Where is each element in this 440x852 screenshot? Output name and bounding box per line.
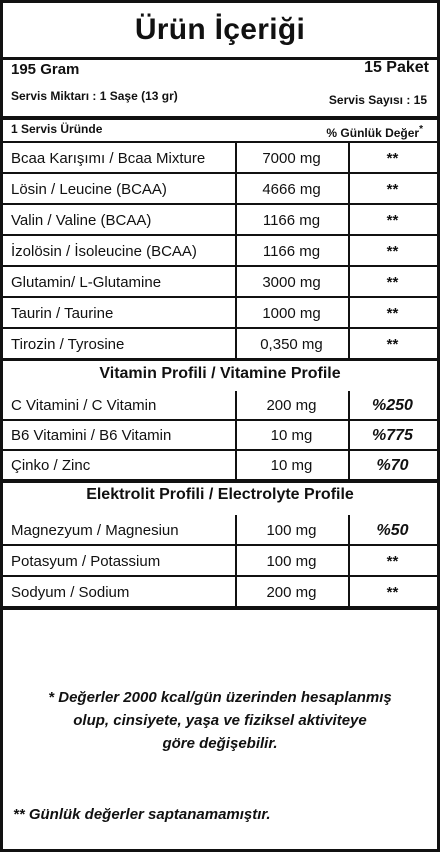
ingredient-amount: 4666 mg [262, 180, 321, 198]
section-divider [3, 359, 437, 361]
ingredient-daily-value: ** [386, 335, 399, 353]
electrolyte-section-title: Elektrolit Profili / Electrolyte Profile [86, 486, 354, 503]
servings-per-pack: Servis Sayısı : 15 [328, 93, 427, 107]
ingredient-daily-value: %50 [376, 521, 409, 539]
table-row [3, 205, 437, 236]
table-row [3, 515, 437, 546]
ingredient-daily-value: ** [386, 180, 399, 198]
ingredient-amount: 1166 mg [262, 242, 321, 260]
package-count: 15 Paket [364, 59, 429, 76]
ingredient-name: Glutamin/ L-Glutamine [11, 273, 162, 291]
label-title: Ürün İçeriği [134, 13, 306, 46]
ingredient-daily-value: ** [386, 273, 399, 291]
ingredient-name: Potasyum / Potassium [11, 552, 161, 570]
ingredient-amount: 100 mg [266, 552, 317, 570]
ingredient-name: C Vitamini / C Vitamin [11, 397, 157, 414]
table-row [3, 174, 437, 205]
divider-header [3, 116, 437, 120]
table-row [3, 329, 437, 360]
table-row [3, 236, 437, 267]
vitamin-section-title: Vitamin Profili / Vitamine Profile [99, 365, 341, 382]
ingredient-daily-value: %70 [376, 457, 409, 474]
note-line-3: göre değişebilir. [162, 735, 278, 752]
table-row [3, 298, 437, 329]
ingredient-amount: 10 mg [270, 457, 313, 474]
ingredient-daily-value: %775 [372, 427, 413, 444]
package-weight: 195 Gram [11, 61, 80, 78]
ingredient-daily-value: ** [386, 149, 399, 167]
ingredient-daily-value: %250 [372, 397, 413, 414]
table-row [3, 391, 437, 421]
ingredient-amount: 3000 mg [262, 273, 321, 291]
ingredient-name: B6 Vitamini / B6 Vitamin [11, 427, 172, 444]
ingredient-name: Valin / Valine (BCAA) [11, 211, 152, 229]
ingredient-amount: 1166 mg [262, 211, 321, 229]
serving-size: Servis Miktarı : 1 Saşe (13 gr) [11, 89, 178, 103]
ingredient-daily-value: ** [386, 583, 399, 601]
table-row [3, 421, 437, 451]
footnote: ** Günlük değerler saptanamamıştır. [13, 806, 271, 823]
table-row [3, 577, 437, 608]
per-serving-heading: 1 Servis Üründe [11, 122, 103, 136]
ingredient-daily-value: ** [386, 211, 399, 229]
table-row [3, 546, 437, 577]
table-row [3, 267, 437, 298]
ingredient-name: Çinko / Zinc [11, 457, 91, 474]
ingredient-amount: 100 mg [266, 521, 317, 539]
ingredient-name: Tirozin / Tyrosine [11, 335, 125, 353]
table-row [3, 451, 437, 481]
note-line-2: olup, cinsiyete, yaşa ve fiziksel aktiviteye [73, 712, 367, 729]
note-line-1: * Değerler 2000 kcal/gün üzerinden hesaplanmış [48, 689, 392, 706]
daily-value-heading: % Günlük Değer* [326, 124, 423, 140]
ingredient-amount: 1000 mg [262, 304, 321, 322]
section-divider [3, 481, 437, 483]
table-row [3, 143, 437, 174]
ingredient-name: Sodyum / Sodium [11, 583, 130, 601]
ingredient-name: İzolösin / İsoleucine (BCAA) [11, 242, 197, 260]
ingredient-amount: 200 mg [266, 583, 317, 601]
ingredient-name: Taurin / Taurine [11, 304, 114, 322]
ingredient-name: Magnezyum / Magnesiun [11, 521, 179, 539]
ingredient-name: Bcaa Karışımı / Bcaa Mixture [11, 149, 206, 167]
ingredient-daily-value: ** [386, 552, 399, 570]
ingredient-amount: 200 mg [266, 397, 317, 414]
ingredient-amount: 7000 mg [262, 149, 321, 167]
ingredient-daily-value: ** [386, 242, 399, 260]
ingredient-name: Lösin / Leucine (BCAA) [11, 180, 167, 198]
ingredient-amount: 10 mg [270, 427, 313, 444]
table-bottom-divider [3, 608, 437, 610]
ingredient-daily-value: ** [386, 304, 399, 322]
ingredient-amount: 0,350 mg [260, 335, 323, 353]
